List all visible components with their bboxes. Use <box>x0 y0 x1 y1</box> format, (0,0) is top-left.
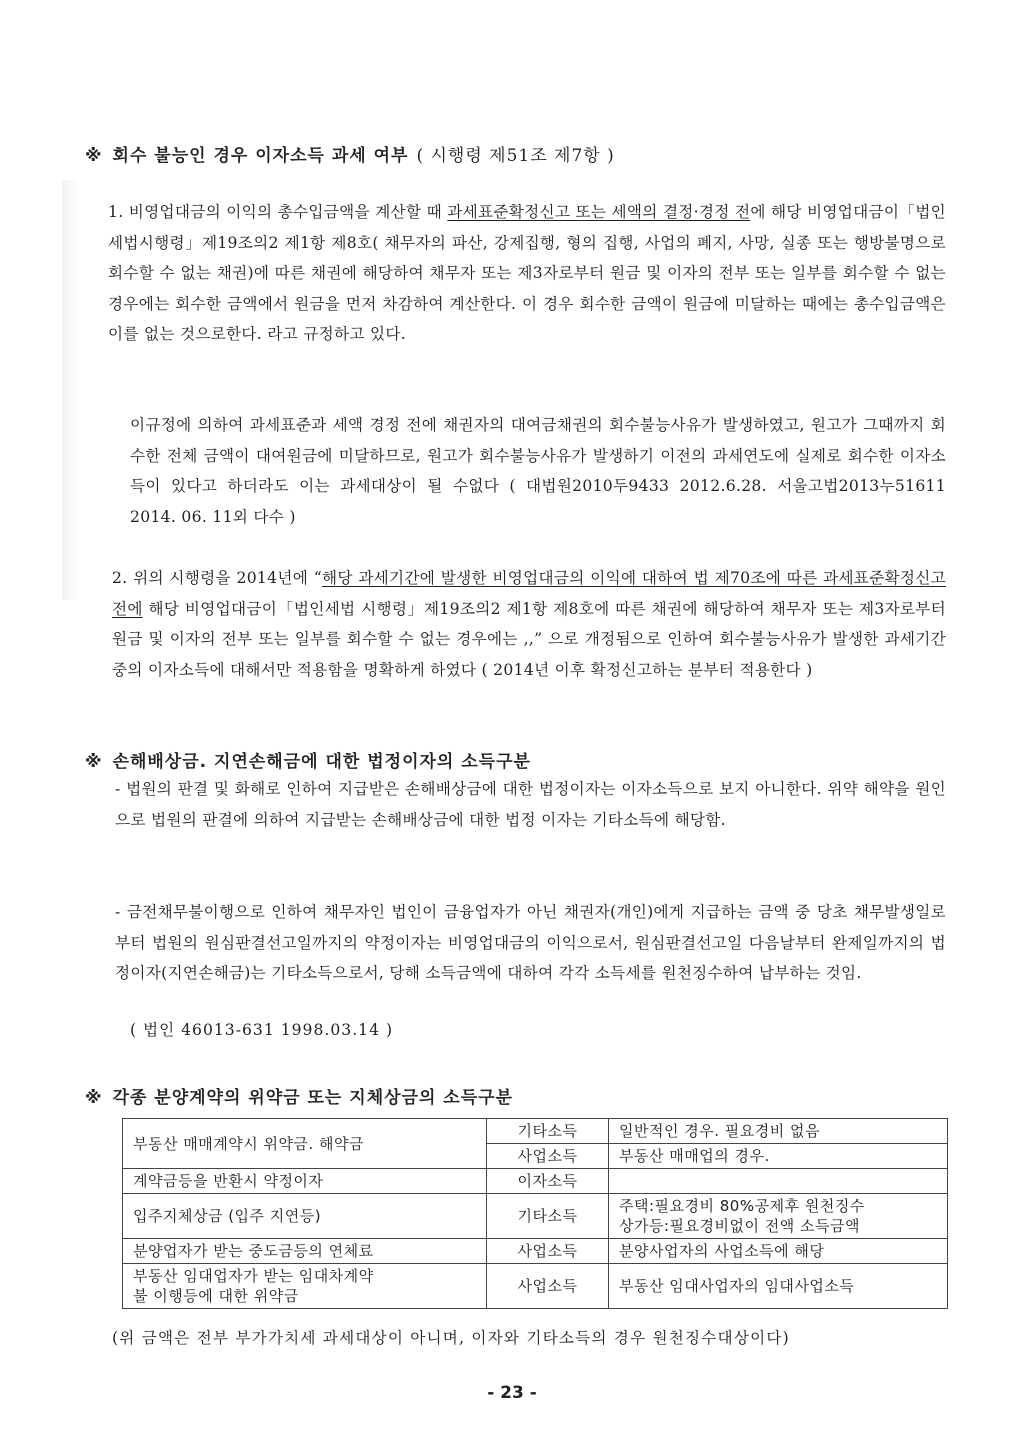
table-row <box>123 1239 948 1264</box>
table-cell-line: 불 이행등에 대한 위약금 <box>133 1287 299 1305</box>
section1-item1 <box>108 197 946 350</box>
table-cell: 사업소득 <box>487 1144 609 1169</box>
table-cell-line: 부동산 임대업자가 받는 임대차계약 <box>133 1267 374 1285</box>
table-row <box>123 1264 948 1309</box>
section1-para2: 이규정에 의하여 과세표준과 세액 경정 전에 채권자의 대여금채권의 회수불능사유가 발생하였고, 원고가 그때까지 회수한 전체 금액이 대여원금에 미달하므로, 원고가 회수불능사유가 발생하기 이전의 과세연도에 실제로 회수한 이자소득이 있다고 하더라도 이는 과세대상이 될 수없다 ( 대법원2010두9433 2012.6.28. 서울고법2013누51611 2014. 06. 11외 다수 ) <box>130 416 946 526</box>
table-cell: 기타소득 <box>487 1119 609 1144</box>
item1-text-a: 비영업대금의 이익의 총수입금액을 계산할 때 <box>128 203 448 221</box>
section2-note: ( 법인 46013-631 1998.03.14 ) <box>130 1021 394 1039</box>
item1-underline: 과세표준확정신고 또는 세액의 결정·경정 전 <box>447 203 751 221</box>
table-cell: 계약금등을 반환시 약정이자 <box>123 1169 487 1194</box>
table-cell: 기타소득 <box>487 1194 609 1239</box>
table-cell: 부동산 임대사업자의 임대사업소득 <box>609 1264 948 1309</box>
section1-heading <box>85 141 615 166</box>
table-cell-line: 상가등:필요경비없이 전액 소득금액 <box>619 1217 860 1235</box>
page-number: - 23 - <box>487 1383 537 1403</box>
table-row <box>123 1169 948 1194</box>
section1-ref: ( 시행령 제51조 제7항 ) <box>416 146 615 166</box>
table-cell: 부동산 매매업의 경우. <box>609 1144 948 1169</box>
table-cell: 부동산 매매계약시 위약금. 해약금 <box>123 1119 487 1169</box>
table-cell <box>609 1194 948 1239</box>
table-cell: 사업소득 <box>487 1239 609 1264</box>
reference-mark-icon: ※ <box>85 752 103 772</box>
table-row <box>123 1119 948 1144</box>
section1-title: 회수 불능인 경우 이자소득 과세 여부 <box>112 146 409 166</box>
section3-heading <box>85 1083 513 1108</box>
table-cell <box>609 1169 948 1194</box>
item2-number: 2. <box>112 569 134 587</box>
table-cell-line: 주택:필요경비 80%공제후 원천징수 <box>619 1197 865 1215</box>
reference-mark-icon: ※ <box>85 146 103 166</box>
table-cell <box>123 1264 487 1309</box>
item2-underline: 해당 과세기간에 발생한 비영업대금의 이익에 대하여 법 제70조에 따른 과세표준확정신고전에 <box>112 569 946 618</box>
table-row <box>123 1194 948 1239</box>
table-cell: 이자소득 <box>487 1169 609 1194</box>
section2-para2: - 금전채무불이행으로 인하여 채무자인 법인이 금융업자가 아닌 채권자(개인)에게 지급하는 금액 중 당초 채무발생일로부터 법원의 원심판결선고일까지의 약정이자는 비영업대금의 이익으로서, 원심판결선고일 다음날부터 완제일까지의 법정이자(지연손해금)는 기타소득으로서, 당해 소득금액에 대하여 각각 소득세를 원천징수하여 납부하는 것임. <box>115 903 946 982</box>
item2-text-a: 위의 시행령을 2014년에 “ <box>133 569 322 587</box>
table-cell: 분양사업자의 사업소득에 해당 <box>609 1239 948 1264</box>
income-classification-table <box>122 1118 948 1309</box>
section1-item2 <box>112 563 946 685</box>
section2-title: 손해배상금. 지연손해금에 대한 법정이자의 소득구분 <box>112 752 531 772</box>
table-cell: 사업소득 <box>487 1264 609 1309</box>
section2-heading <box>85 747 531 772</box>
table-cell: 입주지체상금 (입주 지연등) <box>123 1194 487 1239</box>
scan-shadow <box>62 180 80 600</box>
reference-mark-icon: ※ <box>85 1088 103 1108</box>
table-cell: 일반적인 경우. 필요경비 없음 <box>609 1119 948 1144</box>
section3-title: 각종 분양계약의 위약금 또는 지체상금의 소득구분 <box>112 1088 513 1108</box>
item2-text-b: 해당 비영업대금이「법인세법 시행령」제19조의2 제1항 제8호에 따른 채권에 해당하여 채무자 또는 제3자로부터 원금 및 이자의 전부 또는 일부를 회수할 수 없는 경우에는 ,,” 으로 개정됨으로 인하여 회수불능사유가 발생한 과세기간중의 이자소득에 대해서만 적용함을 명확하게 하였다 ( 2014년 이후 확정신고하는 분부터 적용한다 ) <box>112 599 946 679</box>
item1-number: 1. <box>108 203 129 221</box>
table-footnote: (위 금액은 전부 부가가치세 과세대상이 아니며, 이자와 기타소득의 경우 원천징수대상이다) <box>112 1329 790 1347</box>
section2-para1: - 법원의 판결 및 화해로 인하여 지급받은 손해배상금에 대한 법정이자는 이자소득으로 보지 아니한다. 위약 해약을 원인으로 법원의 판결에 의하여 지급받는 손해배상금에 대한 법정 이자는 기타소득에 해당함. <box>115 780 946 829</box>
item1-text-b: 에 해당 비영업대금이「법인세법시행령」제19조의2 제1항 제8호( 채무자의 파산, 강제집행, 형의 집행, 사업의 폐지, 사망, 실종 또는 행방불명으로 회수할 수 없는 채권)에 따른 채권에 해당하여 채무자 또는 제3자로부터 원금 및 이자의 전부 또는 일부를 회수할 수 없는 경우에는 회수한 금액에서 원금을 먼저 차감하여 계산한다. 이 경우 회수한 금액이 원금에 미달하는 때에는 총수입금액은 이를 없는 것으로한다. 라고 규정하고 있다. <box>108 203 946 343</box>
table-cell: 분양업자가 받는 중도금등의 연체료 <box>123 1239 487 1264</box>
